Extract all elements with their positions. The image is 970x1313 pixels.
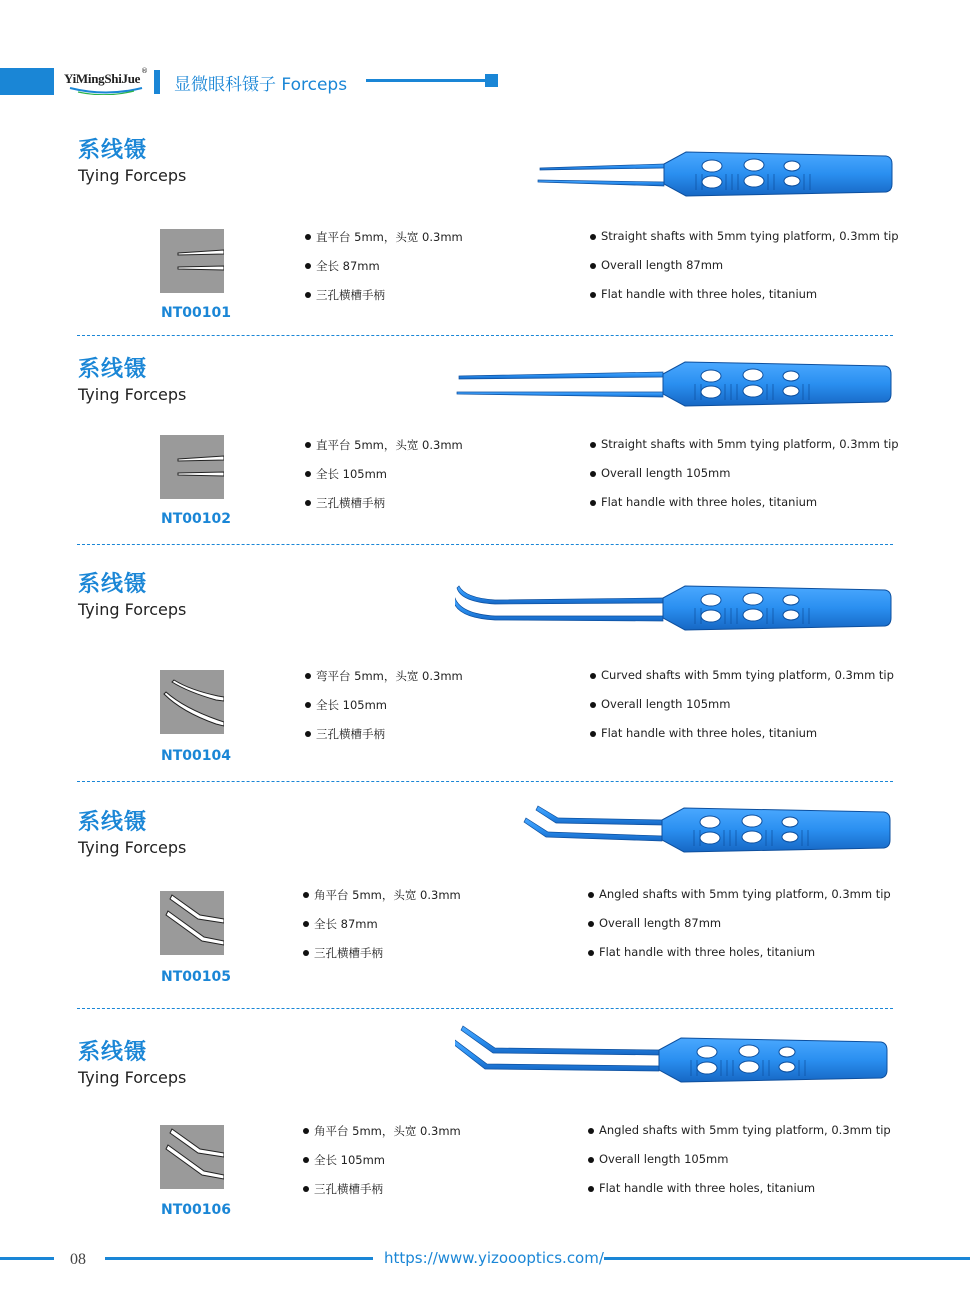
- spec-en-2: Overall length 87mm: [590, 258, 723, 272]
- straight-tips-icon: [160, 435, 224, 499]
- product-name-cn: 系线镊: [78, 357, 148, 382]
- footer-rule-right: [604, 1257, 970, 1260]
- product-name-cn: 系线镊: [78, 572, 148, 597]
- spec-cn-2: 全长 105mm: [303, 1152, 385, 1168]
- page-number: 08: [70, 1251, 86, 1268]
- curved-tips-icon: [160, 670, 224, 734]
- dashed-divider: [77, 335, 893, 336]
- header-separator: [154, 70, 160, 94]
- product-code: NT00102: [161, 511, 231, 527]
- spec-cn-3: 三孔横槽手柄: [305, 287, 385, 303]
- spec-en-3: Flat handle with three holes, titanium: [590, 495, 817, 509]
- footer-rule-mid: [105, 1257, 373, 1260]
- spec-cn-1: 直平台 5mm，头宽 0.3mm: [305, 229, 463, 245]
- spec-en-1: Straight shafts with 5mm tying platform, 0.3mm tip: [590, 229, 899, 243]
- angled-forceps-icon: [522, 804, 892, 858]
- spec-en-2: Overall length 105mm: [590, 466, 730, 480]
- angled-tips-icon: [160, 1125, 224, 1189]
- header-square: [485, 74, 498, 87]
- spec-cn-2: 全长 87mm: [305, 258, 380, 274]
- angled-forceps-icon: [455, 1024, 889, 1090]
- spec-cn-3: 三孔横槽手柄: [303, 945, 383, 961]
- spec-cn-1: 弯平台 5mm，头宽 0.3mm: [305, 668, 463, 684]
- dashed-divider: [77, 781, 893, 782]
- spec-en-2: Overall length 105mm: [590, 697, 730, 711]
- straight-forceps-icon: [536, 148, 894, 202]
- spec-cn-3: 三孔横槽手柄: [305, 726, 385, 742]
- registered-mark: ®: [141, 67, 148, 75]
- spec-cn-2: 全长 87mm: [303, 916, 378, 932]
- spec-en-3: Flat handle with three holes, titanium: [588, 945, 815, 959]
- spec-cn-2: 全长 105mm: [305, 466, 387, 482]
- website-link[interactable]: https://www.yizoooptics.com/: [384, 1249, 604, 1267]
- logo-text: YiMingShiJue: [64, 71, 141, 86]
- spec-cn-3: 三孔横槽手柄: [305, 495, 385, 511]
- product-name-cn: 系线镊: [78, 810, 148, 835]
- page-title: 显微眼科镊子 Forceps: [174, 75, 348, 95]
- spec-en-2: Overall length 105mm: [588, 1152, 728, 1166]
- product-name-en: Tying Forceps: [78, 838, 187, 857]
- spec-cn-2: 全长 105mm: [305, 697, 387, 713]
- spec-en-1: Straight shafts with 5mm tying platform, 0.3mm tip: [590, 437, 899, 451]
- product-name-cn: 系线镊: [78, 1040, 148, 1065]
- header-rule: [366, 79, 486, 82]
- spec-cn-1: 角平台 5mm，头宽 0.3mm: [303, 887, 461, 903]
- product-code: NT00104: [161, 748, 231, 764]
- product-name-cn: 系线镊: [78, 138, 148, 163]
- logo-swoosh-icon: [68, 86, 144, 95]
- product-name-en: Tying Forceps: [78, 1068, 187, 1087]
- spec-en-3: Flat handle with three holes, titanium: [590, 726, 817, 740]
- product-name-en: Tying Forceps: [78, 166, 187, 185]
- angled-tips-icon: [160, 891, 224, 955]
- header-accent-bar: [0, 68, 54, 95]
- spec-en-3: Flat handle with three holes, titanium: [588, 1181, 815, 1195]
- dashed-divider: [77, 544, 893, 545]
- spec-cn-1: 直平台 5mm，头宽 0.3mm: [305, 437, 463, 453]
- spec-cn-3: 三孔横槽手柄: [303, 1181, 383, 1197]
- spec-en-1: Curved shafts with 5mm tying platform, 0.3mm tip: [590, 668, 894, 682]
- curved-forceps-icon: [455, 582, 895, 638]
- spec-en-2: Overall length 87mm: [588, 916, 721, 930]
- product-code: NT00105: [161, 969, 231, 985]
- spec-en-1: Angled shafts with 5mm tying platform, 0.3mm tip: [588, 887, 891, 901]
- product-name-en: Tying Forceps: [78, 385, 187, 404]
- spec-en-3: Flat handle with three holes, titanium: [590, 287, 817, 301]
- product-code: NT00101: [161, 305, 231, 321]
- brand-logo[interactable]: [64, 67, 148, 96]
- footer-rule-left: [0, 1257, 54, 1260]
- spec-en-1: Angled shafts with 5mm tying platform, 0.3mm tip: [588, 1123, 891, 1137]
- dashed-divider: [77, 1008, 893, 1009]
- product-name-en: Tying Forceps: [78, 600, 187, 619]
- straight-tips-icon: [160, 229, 224, 293]
- spec-cn-1: 角平台 5mm，头宽 0.3mm: [303, 1123, 461, 1139]
- straight-forceps-icon: [455, 358, 895, 412]
- product-code: NT00106: [161, 1202, 231, 1218]
